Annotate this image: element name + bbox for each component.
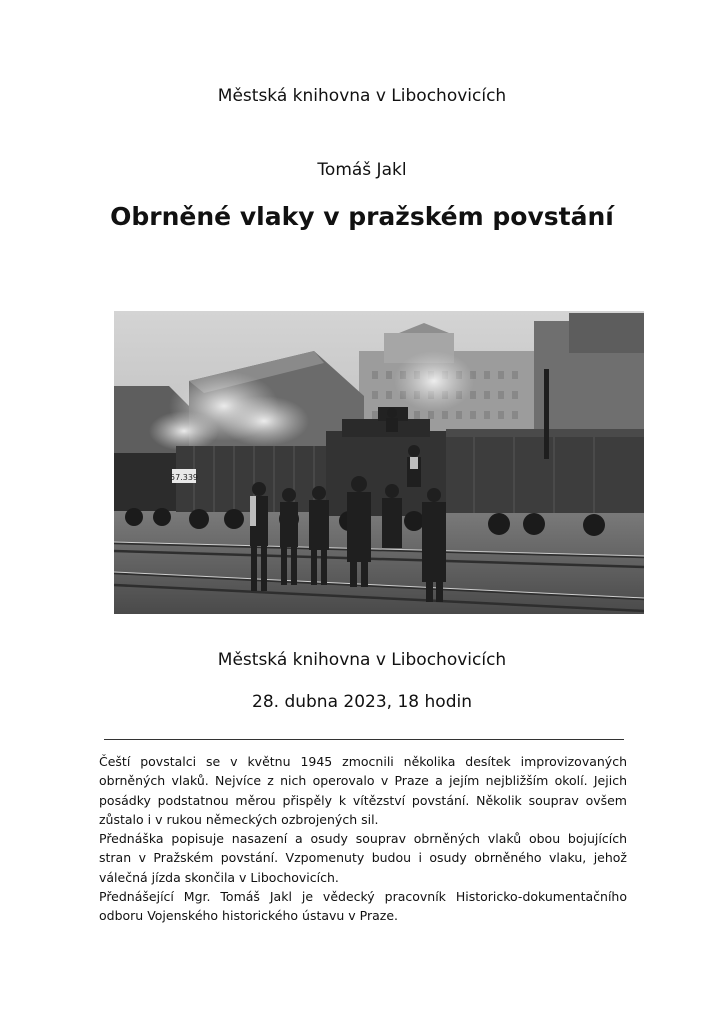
description-paragraph-2: Přednáška popisuje nasazení a osudy souprav obrněných vlaků obou bojujících stran v Pražském povstání. Vzpomenuty budou i osudy obrněného vlaku, jehož válečná jízda skončila v Libochovicích.	[99, 831, 627, 885]
event-datetime: 28. dubna 2023, 18 hodin	[252, 692, 472, 712]
lecture-title: Obrněné vlaky v pražském povstání	[110, 202, 614, 231]
author-name: Tomáš Jakl	[317, 160, 407, 180]
car-number-label: 57.339	[170, 473, 198, 482]
event-venue: Městská knihovna v Libochovicích	[217, 650, 507, 670]
description-paragraph-3: Přednášející Mgr. Tomáš Jakl je vědecký pracovník Historicko-dokumentačního odboru Vojenského historického ústavu v Praze.	[99, 889, 627, 924]
divider	[104, 739, 624, 740]
description-paragraph-1: Čeští povstalci se v květnu 1945 zmocnili několika desítek improvizovaných obrněných vlaků. Nejvíce z nich operovalo v Praze a jejím nejbližším okolí. Jejich posádky podstatnou měrou přispěly k vítězství povstání. Několik souprav ovšem zůstalo i v rukou německých ozbrojených sil.	[99, 754, 627, 827]
description	[99, 752, 627, 926]
organization-header: Městská knihovna v Libochovicích	[217, 86, 507, 106]
armored-train-photo	[114, 311, 644, 614]
